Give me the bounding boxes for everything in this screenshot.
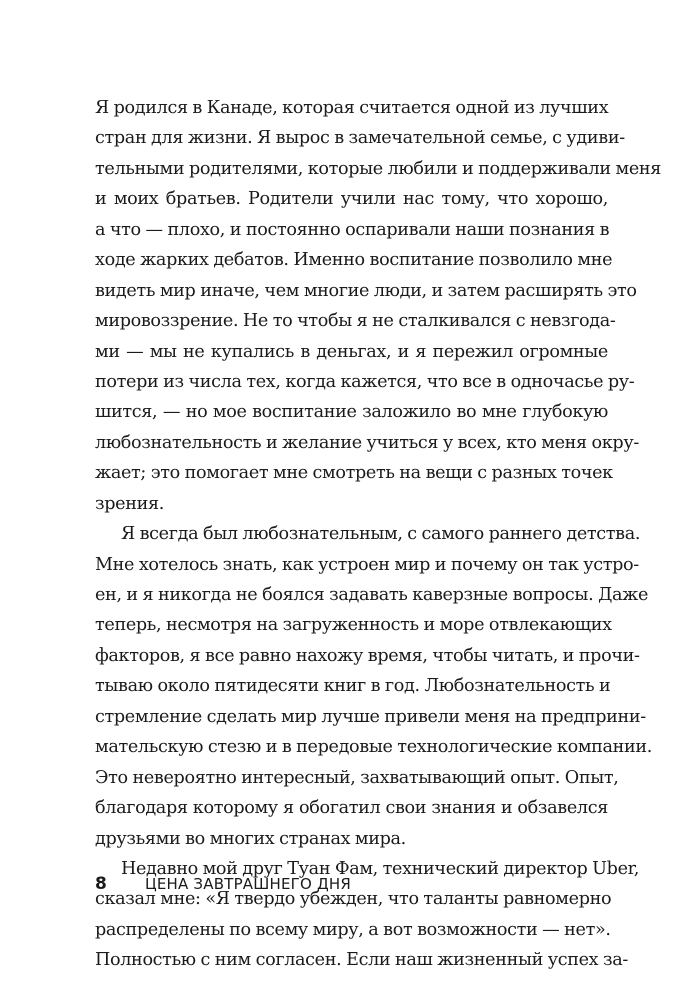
paragraph-2-line-4: теперь, несмотря на загруженность и море отвлекающих bbox=[95, 615, 612, 636]
paragraph-3-line-2: сказал мне: «Я твердо убежден, что таланты равномерно bbox=[95, 889, 612, 910]
paragraph-1-line-2: стран для жизни. Я вырос в замечательной семье, с удиви- bbox=[95, 128, 625, 149]
paragraph-1-line-9: ми — мы не купались в деньгах, и я пережил огромные bbox=[95, 341, 608, 362]
paragraph-1-line-10: потери из числа тех, когда кажется, что все в одночасье ру- bbox=[95, 371, 635, 392]
page-number: 8 bbox=[95, 874, 107, 894]
paragraph-2-line-2: Мне хотелось знать, как устроен мир и почему он так устро- bbox=[95, 554, 639, 575]
paragraph-2-line-3: ен, и я никогда не боялся задавать каверзные вопросы. Даже bbox=[95, 585, 649, 605]
paragraph-2-line-7: стремление сделать мир лучше привели меня на предприни- bbox=[95, 706, 646, 727]
paragraph-1-line-8: мировоззрение. Не то чтобы я не сталкивался с невзгода- bbox=[95, 311, 616, 332]
paragraph-2-line-5: факторов, я все равно нахожу время, чтобы читать, и прочи- bbox=[95, 645, 640, 666]
paragraph-2-line-9: Это невероятно интересный, захватывающий опыт. Опыт, bbox=[95, 767, 619, 788]
paragraph-2-line-10: благодаря которому я обогатил свои знания и обзавелся bbox=[95, 798, 608, 819]
paragraph-1-line-7: видеть мир иначе, чем многие люди, и затем расширять это bbox=[95, 280, 637, 301]
paragraph-2-line-1: Я всегда был любознательным, с самого раннего детства. bbox=[121, 524, 641, 545]
paragraph-3-line-1: Недавно мой друг Туан Фам, технический директор Uber, bbox=[121, 858, 639, 879]
body-text bbox=[95, 93, 662, 976]
paragraph-3-line-3: распределены по всему миру, а вот возможности — нет». bbox=[95, 919, 611, 940]
paragraph-1-line-6: ходе жарких дебатов. Именно воспитание позволило мне bbox=[95, 250, 613, 271]
paragraph-1-line-5: а что — плохо, и постоянно оспаривали наши познания в bbox=[95, 219, 610, 240]
paragraph-2-line-6: тываю около пятидесяти книг в год. Любознательность и bbox=[95, 676, 611, 697]
paragraph-1-line-4: и моих братьев. Родители учили нас тому, что хорошо, bbox=[95, 189, 608, 210]
paragraph-2-line-11: друзьями во многих странах мира. bbox=[95, 828, 406, 849]
paragraph-1-line-12: любознательность и желание учиться у всех, кто меня окру- bbox=[95, 432, 639, 453]
paragraph-1-line-13: жает; это помогает мне смотреть на вещи с разных точек bbox=[95, 463, 613, 484]
paragraph-1-line-14: зрения. bbox=[95, 493, 164, 514]
paragraph-3-line-4: Полностью с ним согласен. Если наш жизненный успех за- bbox=[95, 950, 628, 971]
paragraph-1-line-1: Я родился в Канаде, которая считается одной из лучших bbox=[95, 98, 609, 118]
paragraph-1-line-11: шится, — но мое воспитание заложило во мне глубокую bbox=[95, 402, 608, 423]
paragraph-1-line-3: тельными родителями, которые любили и поддерживали меня bbox=[95, 158, 662, 179]
paragraph-2-line-8: мательскую стезю и в передовые технологические компании. bbox=[95, 737, 653, 758]
running-head: ЦЕНА ЗАВТРАШНЕГО ДНЯ bbox=[145, 875, 352, 893]
